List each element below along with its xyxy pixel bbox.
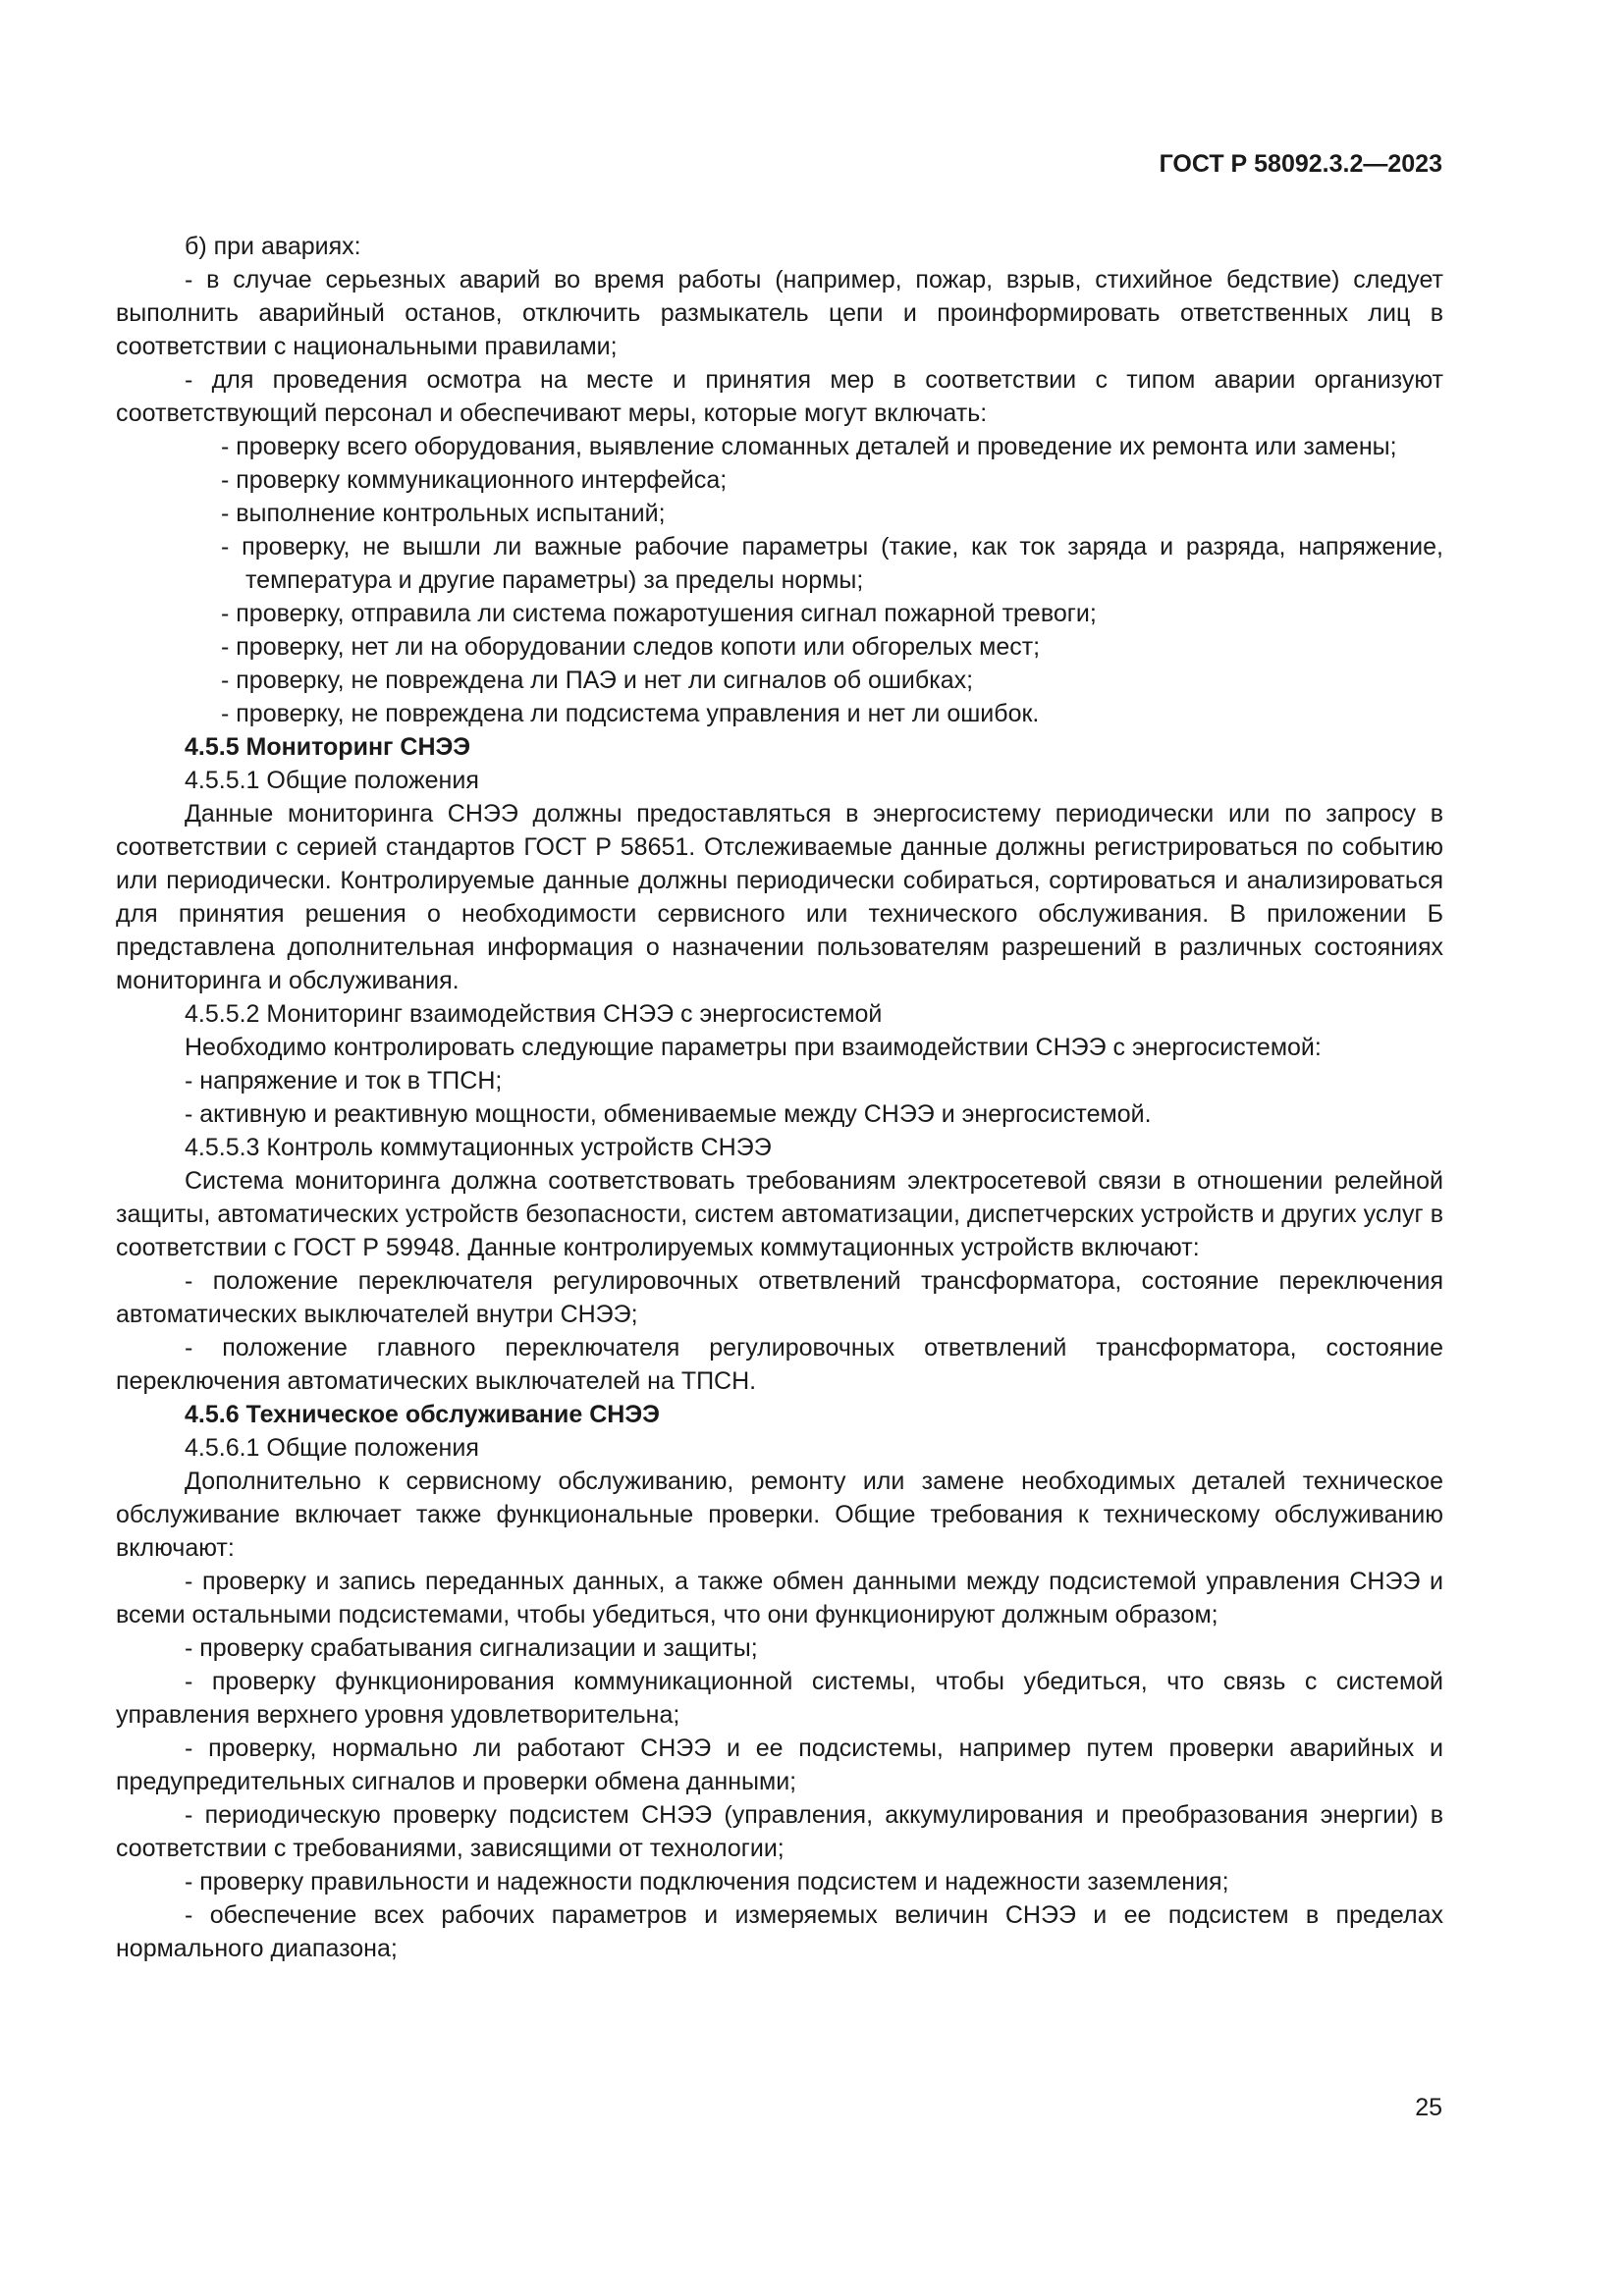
sub-list-item: - проверку, нет ли на оборудовании следов копоти или обгорелых мест;	[221, 633, 1041, 661]
list-item: - обеспечение всех рабочих параметров и измеряемых величин СНЭЭ и ее подсистем в пределах нормального диапазона;	[116, 1901, 1443, 1962]
paragraph: Данные мониторинга СНЭЭ должны предоставляться в энергосистему периодически или по запросу в соответствии с серией стандартов ГОСТ Р 58651. Отслеживаемые данные должны регистрироваться по событию или периодически. Контролируемые данные должны периодически собираться, сортироваться и анализироваться для принятия решения о необходимости сервисного или технического обслуживания. В приложении Б представлена дополнительная информация о назначении пользователям разрешений в различных состояниях мониторинга и обслуживания.	[116, 800, 1443, 994]
page-number: 25	[1415, 2094, 1442, 2121]
sub-list-item: - проверку, не вышли ли важные рабочие параметры (такие, как ток заряда и разряда, напряжение, температура и другие параметры) за пределы нормы;	[221, 533, 1443, 594]
list-item: - положение главного переключателя регулировочных ответвлений трансформатора, состояние переключения автоматических выключателей на ТПСН.	[116, 1334, 1443, 1395]
document-code-header: ГОСТ Р 58092.3.2—2023	[1159, 150, 1442, 178]
sub-list-item: - проверку коммуникационного интерфейса;	[221, 466, 728, 494]
list-item: - проверку, нормально ли работают СНЭЭ и ее подсистемы, например путем проверки аварийных и предупредительных сигналов и проверки обмена данными;	[116, 1735, 1443, 1795]
sub-list-item: - выполнение контрольных испытаний;	[221, 500, 666, 527]
subsection-heading: 4.5.5.3 Контроль коммутационных устройств СНЭЭ	[185, 1134, 772, 1161]
section-b-item: - в случае серьезных аварий во время работы (например, пожар, взрыв, стихийное бедствие) следует выполнить аварийный останов, отключить размыкатель цепи и проинформировать ответственных лиц в соответствии с национальными правилами;	[116, 266, 1443, 360]
subsection-heading: 4.5.6.1 Общие положения	[185, 1434, 479, 1462]
sub-list-item: - проверку всего оборудования, выявление сломанных деталей и проведение их ремонта или замены;	[221, 433, 1397, 460]
list-item: - периодическую проверку подсистем СНЭЭ (управления, аккумулирования и преобразования энергии) в соответствии с требованиями, зависящими от технологии;	[116, 1801, 1443, 1862]
section-b-title: б) при авариях:	[185, 233, 361, 260]
paragraph: Система мониторинга должна соответствовать требованиям электросетевой связи в отношении релейной защиты, автоматических устройств безопасности, систем автоматизации, диспетчерских устройств и других услуг в соответствии с ГОСТ Р 59948. Данные контролируемых коммутационных устройств включают:	[116, 1167, 1443, 1261]
list-item: - проверку правильности и надежности подключения подсистем и надежности заземления;	[185, 1868, 1229, 1896]
section-b-item: - для проведения осмотра на месте и принятия мер в соответствии с типом аварии организуют соответствующий персонал и обеспечивают меры, которые могут включать:	[116, 366, 1443, 427]
paragraph: Необходимо контролировать следующие параметры при взаимодействии СНЭЭ с энергосистемой:	[185, 1034, 1322, 1061]
sub-list-item: - проверку, отправила ли система пожаротушения сигнал пожарной тревоги;	[221, 600, 1097, 627]
document-body	[116, 230, 1443, 1965]
list-item: - проверку срабатывания сигнализации и защиты;	[185, 1634, 758, 1662]
list-item: - проверку и запись переданных данных, а также обмен данными между подсистемой управления СНЭЭ и всеми остальными подсистемами, чтобы убедиться, что они функционируют должным образом;	[116, 1568, 1443, 1629]
list-item: - положение переключателя регулировочных ответвлений трансформатора, состояние переключения автоматических выключателей внутри СНЭЭ;	[116, 1267, 1443, 1328]
subsection-heading: 4.5.5.2 Мониторинг взаимодействия СНЭЭ с энергосистемой	[185, 1000, 883, 1028]
section-heading: 4.5.6 Техническое обслуживание СНЭЭ	[185, 1401, 660, 1428]
subsection-heading: 4.5.5.1 Общие положения	[185, 767, 479, 794]
list-item: - проверку функционирования коммуникационной системы, чтобы убедиться, что связь с системой управления верхнего уровня удовлетворительна;	[116, 1668, 1443, 1729]
sub-list-item: - проверку, не повреждена ли подсистема управления и нет ли ошибок.	[221, 700, 1040, 727]
list-item: - активную и реактивную мощности, обмениваемые между СНЭЭ и энергосистемой.	[185, 1100, 1152, 1128]
section-heading: 4.5.5 Мониторинг СНЭЭ	[185, 733, 471, 761]
list-item: - напряжение и ток в ТПСН;	[185, 1067, 503, 1095]
paragraph: Дополнительно к сервисному обслуживанию, ремонту или замене необходимых деталей техническое обслуживание включает также функциональные проверки. Общие требования к техническому обслуживанию включают:	[116, 1468, 1443, 1562]
sub-list-item: - проверку, не повреждена ли ПАЭ и нет ли сигналов об ошибках;	[221, 667, 974, 694]
